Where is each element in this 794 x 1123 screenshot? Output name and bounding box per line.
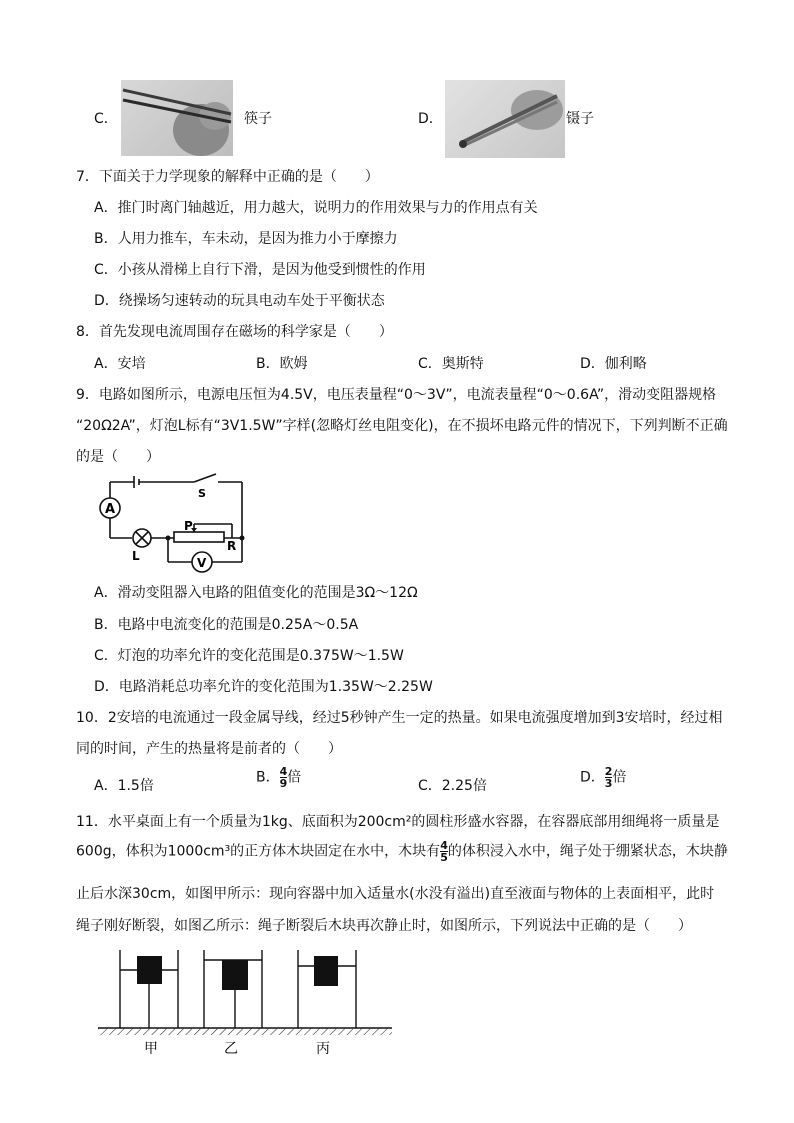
fraction-denominator: 5 [440,851,448,864]
q8-option-d: D．伽利略 [580,356,647,372]
q11-line2 [76,840,728,863]
wood-block-bing [314,956,338,986]
lamp-label: L [132,549,140,563]
q9-option-a: A．滑动变阻器入电路的阻值变化的范围是3Ω～12Ω [94,585,418,601]
q10-option-d-label: D． [580,769,605,786]
slider-label: P [184,519,193,533]
q9-option-d: D．电路消耗总功率允许的变化范围为1.35W～2.25W [94,679,433,695]
wood-block-yi [222,960,248,990]
figure-label-bing: 丙 [316,1041,330,1057]
chopsticks-image [121,80,233,156]
fraction-denominator: 9 [279,777,288,790]
chopsticks-icon [121,80,233,156]
container-diagram [96,946,396,1061]
q8-option-a: A．安培 [94,356,146,372]
q11-line2-end: 的体积浸入水中，绳子处于绷紧状态，木块静 [447,843,728,860]
q10-line1: 10．2安培的电流通过一段金属导线，经过5秒钟产生一定的热量。如果电流强度增加到3安培时，经过相 [76,710,723,726]
q11-line2-start: 600g，体积为1000cm³的正方体木块固定在水中，木块有 [76,843,441,860]
option-c-text: 筷子 [244,111,272,127]
q7-option-a: A．推门时离门轴越近，用力越大，说明力的作用效果与力的作用点有关 [94,200,538,216]
q10-option-d-suffix: 倍 [612,769,627,786]
q7-stem: 7．下面关于力学现象的解释中正确的是（ ） [76,169,379,185]
switch-label: S [198,487,206,500]
q9-option-c: C．灯泡的功率允许的变化范围是0.375W～1.5W [94,648,404,664]
fraction-numerator: 2 [604,765,613,778]
q10-option-b-suffix: 倍 [287,769,302,786]
q7-option-c: C．小孩从滑梯上自行下滑，是因为他受到惯性的作用 [94,262,426,278]
q9-line1: 9．电路如图所示，电源电压恒为4.5V，电压表量程“0～3V”，电流表量程“0～0.6A”，滑动变阻器规格 [76,387,717,403]
wood-block-jia [137,956,162,984]
q10-line2: 同的时间，产生的热量将是前者的（ ） [76,741,342,757]
resistor-label: R [227,539,237,553]
q9-line3: 的是（ ） [76,449,160,465]
tweezers-icon [445,80,565,158]
figure-label-yi: 乙 [224,1041,238,1057]
circuit-diagram [94,470,254,580]
ammeter-label: A [105,502,116,517]
option-d-text: 镊子 [566,111,594,127]
q10-option-a: A．1.5倍 [94,778,154,794]
option-c-label: C． [94,111,118,127]
fraction-denominator: 3 [604,777,613,790]
q11-line1: 11．水平桌面上有一个质量为1kg、底面积为200cm²的圆柱形盛水容器，在容器底部用细绳将一质量是 [76,814,720,830]
q8-option-b: B．欧姆 [256,356,308,372]
q8-option-c: C．奥斯特 [418,356,484,372]
q10-option-d [580,766,626,789]
q9-line2: “20Ω2A”，灯泡L标有“3V1.5W”字样(忽略灯丝电阻变化)，在不损坏电路元件的情况下，下列判断不正确 [76,418,728,434]
tweezers-image [445,80,565,158]
q11-fraction [440,840,448,863]
q10-option-c: C．2.25倍 [418,778,487,794]
fraction-numerator: 4 [440,839,448,852]
q10-option-b-label: B． [256,769,280,786]
option-d-label: D． [418,111,443,127]
fraction-numerator: 4 [279,765,288,778]
q11-line3: 止后水深30cm，如图甲所示：现向容器中加入适量水(水没有溢出)直至液面与物体的上表面相平，此时 [76,886,715,902]
voltmeter-label: V [197,556,207,570]
q7-option-b: B．人用力推车，车未动，是因为推力小于摩擦力 [94,231,398,247]
q9-option-b: B．电路中电流变化的范围是0.25A～0.5A [94,617,359,633]
q8-stem: 8．首先发现电流周围存在磁场的科学家是（ ） [76,324,393,340]
figure-label-jia: 甲 [144,1041,158,1057]
q7-option-d: D．绕操场匀速转动的玩具电动车处于平衡状态 [94,293,385,309]
q11-line4: 绳子刚好断裂，如图乙所示：绳子断裂后木块再次静止时，如图所示，下列说法中正确的是（ ） [76,918,692,934]
q10-option-b [256,766,301,789]
